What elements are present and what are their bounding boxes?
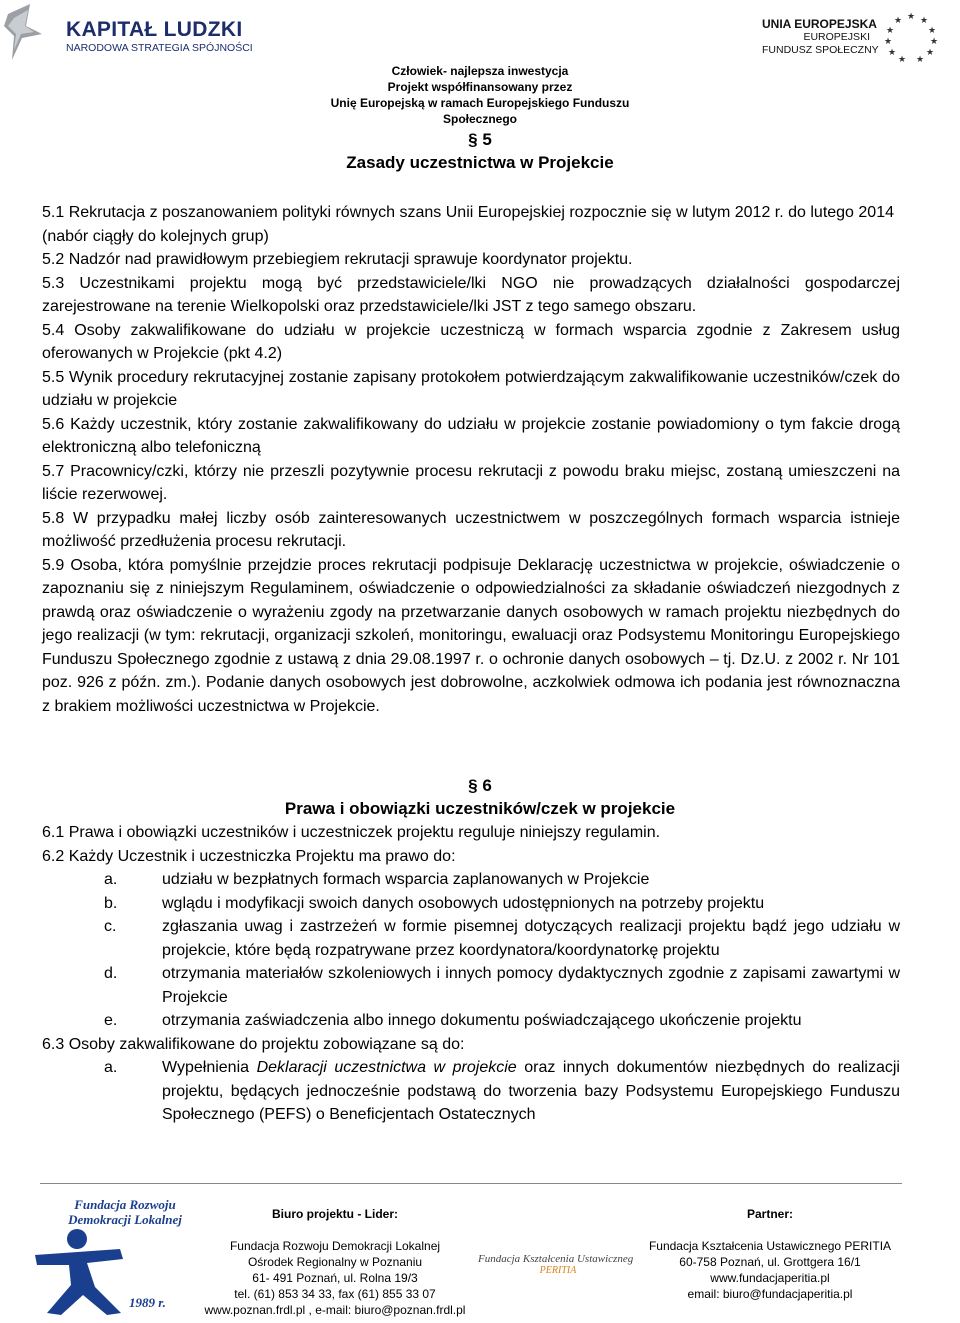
- paragraph-5-7: 5.7 Pracownicy/czki, którzy nie przeszli pozytywnie procesu rekrutacji z powodu braku miejsc, zostaną umieszczeni na liście rezerwowej.: [42, 462, 900, 503]
- perita-logo-line2: PERITIA: [539, 1265, 577, 1276]
- partner-line: www.fundacjaperitia.pl: [710, 1271, 830, 1285]
- kapital-ludzki-subtitle: NARODOWA STRATEGIA SPÓJNOŚCI: [66, 42, 253, 54]
- partner-line: 60-758 Poznań, ul. Grottgera 16/1: [679, 1255, 861, 1269]
- list-text: zgłaszania uwag i zastrzeżeń w formie pisemnej dotyczących realizacji projektu bądź jego udziału w projekcie, które będą rozpatrywane przez koordynatora/koordynatorkę projektu: [162, 918, 900, 959]
- paragraph-5-3: 5.3 Uczestnikami projektu mogą być przedstawiciele/lki NGO nie prowadzących działalności gospodarczej zarejestrowane na terenie Wielkopolski oraz przedstawiciele/lki JST z tego samego obszaru.: [42, 274, 900, 315]
- paragraph-6-1: 6.1 Prawa i obowiązki uczestników i uczestniczek projektu reguluje niniejszy regulamin.: [42, 824, 661, 841]
- paragraph-5-8: 5.8 W przypadku małej liczby osób zainteresowanych uczestnictwem w poszczególnych formach wsparcia istnieje możliwość przedłużenia procesu rekrutacji.: [42, 509, 900, 550]
- list-letter: e.: [104, 1012, 118, 1029]
- header-center-text: [300, 63, 660, 127]
- svg-text:★: ★: [887, 47, 897, 57]
- kapital-ludzki-star-icon: [4, 4, 62, 62]
- svg-text:★: ★: [906, 11, 916, 21]
- list-text: otrzymania materiałów szkoleniowych i innych pomocy dydaktycznych zgodnie z zapisami zawartymi w Projekcie: [162, 965, 900, 1006]
- frdl-logo-line1: Fundacja Rozwoju: [74, 1197, 176, 1212]
- header-eu-fund: Unię Europejską w ramach Europejskiego Funduszu Społecznego: [330, 96, 630, 126]
- partner-heading: Partner:: [746, 1207, 793, 1221]
- header-slogan: Człowiek- najlepsza inwestycja: [391, 64, 569, 78]
- svg-text:★: ★: [893, 15, 903, 25]
- footer-lider: [200, 1206, 470, 1318]
- list-text: otrzymania zaświadczenia albo innego dokumentu poświadczającego ukończenie projektu: [162, 1012, 802, 1029]
- list-letter: a.: [104, 1059, 118, 1076]
- footer-partner: [640, 1206, 900, 1302]
- list-item: [42, 868, 900, 892]
- section5-body: [42, 201, 900, 718]
- paragraph-6-2: 6.2 Każdy Uczestnik i uczestniczka Projektu ma prawo do:: [42, 847, 456, 865]
- svg-text:★: ★: [915, 54, 925, 64]
- lider-line: 61- 491 Poznań, ul. Rolna 19/3: [252, 1271, 418, 1285]
- list-text: [162, 1056, 900, 1127]
- eu-label-line3: FUNDUSZ SPOŁECZNY: [762, 44, 879, 56]
- paragraph-5-5: 5.5 Wynik procedury rekrutacyjnej zostanie zapisany protokołem potwierdzającym zakwalifikowanie uczestników/czek do udziału w projekcie: [42, 368, 900, 409]
- list-text: udziału w bezpłatnych formach wsparcia zaplanowanych w Projekcie: [162, 871, 650, 888]
- eu-label-line1: UNIA EUROPEJSKA: [762, 17, 877, 31]
- obligation-a-post: oraz innych dokumentów niezbędnych do realizacji projektu, będących jednocześnie podstawą do tworzenia bazy Podsystemu Europejskiego Funduszu Społecznego (PEFS) o Beneficjentach Ostatecznych: [162, 1059, 900, 1123]
- lider-heading: Biuro projektu - Lider:: [272, 1207, 398, 1221]
- frdl-logo-line2: Demokracji Lokalnej: [68, 1212, 182, 1227]
- eu-label-line2: EUROPEJSKI: [803, 31, 870, 43]
- list-item: [42, 1009, 900, 1033]
- header-cofinanced: Projekt współfinansowany przez: [387, 80, 573, 94]
- list-item: [42, 1056, 900, 1127]
- list-text: wglądu i modyfikacji swoich danych osobowych udostępnionych na potrzeby projektu: [162, 894, 765, 912]
- paragraph-5-2: 5.2 Nadzór nad prawidłowym przebiegiem rekrutacji sprawuje koordynator projektu.: [42, 251, 633, 268]
- section5-title: Zasady uczestnictwa w Projekcie: [346, 153, 614, 172]
- eu-stars-flag-icon: [880, 10, 942, 64]
- list-letter: a.: [104, 871, 118, 888]
- paragraph-5-9: 5.9 Osoba, która pomyślnie przejdzie proces rekrutacji podpisuje Deklarację uczestnictwa w projekcie, oświadczenie o zapoznaniu się z niniejszym Regulaminem, oświadczenie o odpowiedzialności za składanie oświadczeń niezgodnych z prawdą oraz oświadczenie o wyrażeniu zgody na przetwarzanie danych osobowych w ramach projektu niezbędnych do jego realizacji (w tym: rekrutacji, organizacji szkoleń, monitoringu, ewaluacji oraz Podsystemu Monitoringu Europejskiego Funduszu Społecznego zgodnie z ustawą z dnia 29.08.1997 r. o ochronie danych osobowych – tj. Dz.U. z 2002 r. Nr 101 poz. 926 z późn. zm.). Podanie danych osobowych jest dobrowolne, aczkolwiek odmowa ich podania jest równoznaczna z brakiem możliwości uczestnictwa w Projekcie.: [42, 556, 900, 715]
- section6-body: [42, 821, 900, 1127]
- perita-logo: [478, 1253, 638, 1289]
- list-item: [42, 962, 900, 1009]
- section5-heading: [42, 128, 918, 174]
- list-letter: d.: [104, 965, 118, 982]
- paragraph-5-4: 5.4 Osoby zakwalifikowane do udziału w projekcie uczestniczą w formach wsparcia zgodnie z Zakresem usług oferowanych w Projekcie (pkt 4.2): [42, 321, 900, 362]
- obligation-a-pre: Wypełnienia: [162, 1059, 257, 1076]
- lider-line: tel. (61) 853 34 33, fax (61) 855 33 07: [234, 1287, 436, 1301]
- frdl-logo-year: 1989 r.: [129, 1295, 166, 1310]
- lider-line: Ośrodek Regionalny w Poznaniu: [247, 1255, 423, 1269]
- list-letter: c.: [104, 918, 117, 935]
- frdl-logo: [25, 1195, 195, 1318]
- partner-line: email: biuro@fundacjaperitia.pl: [687, 1287, 853, 1301]
- paragraph-5-6: 5.6 Każdy uczestnik, który zostanie zakwalifikowany do udziału w projekcie zostanie powiadomiony o tym fakcie drogą elektroniczną albo telefoniczną: [42, 415, 900, 456]
- svg-text:★: ★: [897, 54, 907, 64]
- lider-line: Fundacja Rozwoju Demokracji Lokalnej: [229, 1239, 441, 1253]
- svg-text:★: ★: [919, 15, 929, 25]
- svg-text:★: ★: [883, 36, 893, 46]
- list-item: [42, 915, 900, 962]
- list-item: [42, 892, 900, 916]
- frdl-logo-text: [55, 1197, 195, 1227]
- paragraph-6-3: 6.3 Osoby zakwalifikowane do projektu zobowiązane są do:: [42, 1035, 465, 1053]
- svg-text:★: ★: [925, 47, 935, 57]
- svg-text:★: ★: [929, 36, 939, 46]
- list-letter: b.: [104, 894, 118, 912]
- paragraph-5-1: 5.1 Rekrutacja z poszanowaniem polityki równych szans Unii Europejskiej rozpocznie się w lutym 2012 r. do lutego 2014 (nabór ciągły do kolejnych grup): [42, 204, 894, 245]
- section6-heading: [42, 774, 918, 820]
- obligation-a-italic: Deklaracji uczestnictwa w projekcie: [256, 1059, 517, 1076]
- partner-line: Fundacja Kształcenia Ustawicznego PERITIA: [648, 1239, 892, 1253]
- eu-fund-label: [762, 17, 879, 57]
- perita-logo-line1: Fundacja Kształcenia Ustawiczneg: [478, 1253, 634, 1265]
- section5-number: § 5: [468, 130, 492, 149]
- section6-title: Prawa i obowiązki uczestników/czek w projekcie: [284, 799, 676, 818]
- svg-text:★: ★: [885, 25, 895, 35]
- svg-text:★: ★: [927, 25, 937, 35]
- kapital-ludzki-title: KAPITAŁ LUDZKI: [66, 18, 243, 41]
- footer-divider: [40, 1183, 902, 1184]
- lider-line: www.poznan.frdl.pl , e-mail: biuro@poznan.frdl.pl: [204, 1303, 466, 1317]
- section6-number: § 6: [468, 776, 492, 795]
